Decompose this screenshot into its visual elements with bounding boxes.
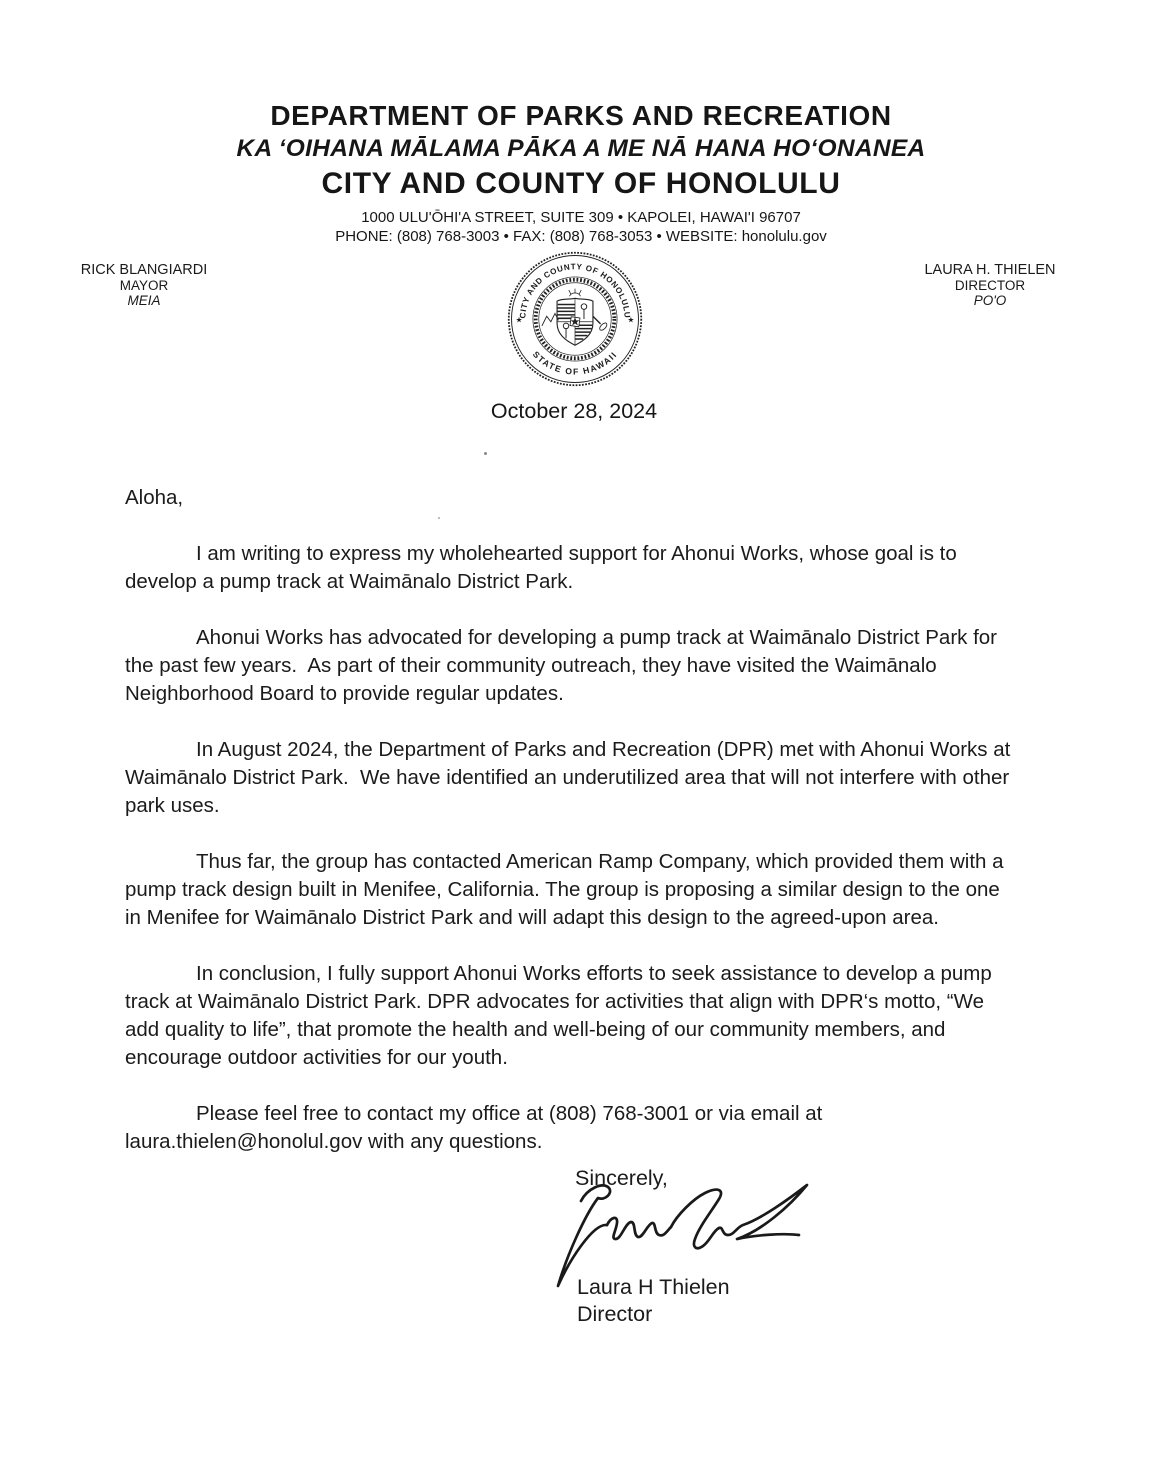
paragraph-3: In August 2024, the Department of Parks and Recreation (DPR) met with Ahonui Works at Waimānalo District Park. We have identified an underutilized area that will not interfere with other park uses. [125, 738, 1017, 817]
honolulu-seal-icon [506, 250, 644, 388]
paragraph-5: In conclusion, I fully support Ahonui Works efforts to seek assistance to develop a pump track at Waimānalo District Park. DPR advocates for activities that align with DPR‘s motto, “We add quality to life”, that promote the health and well-being of our community members, and encourage outdoor activities for our youth. [125, 962, 998, 1069]
paragraph-4: Thus far, the group has contacted American Ramp Company, which provided them with a pump track design built in Menifee, California. The group is proposing a similar design to the one in Menifee for Waimānalo District Park and will adapt this design to the agreed-upon area. [125, 850, 1010, 929]
seal-bottom-text: STATE OF HAWAII [530, 349, 620, 377]
director-hawaiian-title: PO'O [973, 293, 1007, 308]
mayor-hawaiian-title: MEIA [127, 293, 161, 308]
mayor-block [38, 263, 250, 308]
paragraph-1: I am writing to express my wholehearted support for Ahonui Works, whose goal is to develop a pump track at Waimānalo District Park. [125, 542, 963, 593]
city-title: CITY AND COUNTY OF HONOLULU [321, 167, 841, 201]
seal-coat-of-arms [542, 289, 608, 346]
director-name: LAURA H. THIELEN [924, 262, 1056, 278]
director-title: DIRECTOR [954, 278, 1026, 293]
director-block [884, 263, 1096, 308]
closing-block [575, 1166, 915, 1356]
scan-speck [484, 452, 487, 455]
closing-phrase: Sincerely, [575, 1166, 668, 1190]
mayor-name: RICK BLANGIARDI [80, 262, 208, 278]
paragraph-2: Ahonui Works has advocated for developing a pump track at Waimānalo District Park for the past few years. As part of their community outreach, they have visited the Waimānalo Neighborhood Board to provide regular updates. [125, 626, 1003, 705]
department-hawaiian-title: KA ‘OIHANA MĀLAMA PĀKA A ME NĀ HANA HO‘ONANEA [236, 135, 926, 163]
letter-date: October 28, 2024 [490, 399, 658, 423]
mayor-title: MAYOR [119, 278, 169, 293]
contact-line: PHONE: (808) 768-3003 • FAX: (808) 768-3053 • WEBSITE: honolulu.gov [335, 227, 827, 245]
signer-name: Laura H Thielen [577, 1275, 730, 1299]
paragraph-6: Please feel free to contact my office at (808) 768-3001 or via email at laura.thielen@honolul.gov with any questions. [125, 1102, 829, 1153]
address-line: 1000 ULU'ŌHI'A STREET, SUITE 309 • KAPOLEI, HAWAI'I 96707 [361, 208, 801, 226]
letterhead [0, 101, 1162, 244]
letter-body [125, 484, 1018, 1184]
signer-title: Director [577, 1302, 653, 1326]
svg-text:STATE OF HAWAII [531, 349, 619, 377]
seal-star-right: ★ [627, 317, 634, 325]
seal-top-text: CITY AND COUNTY OF HONOLULU [518, 262, 632, 319]
seal-star-left: ★ [516, 317, 523, 325]
salutation: Aloha, [125, 486, 184, 509]
department-title: DEPARTMENT OF PARKS AND RECREATION [270, 100, 892, 131]
